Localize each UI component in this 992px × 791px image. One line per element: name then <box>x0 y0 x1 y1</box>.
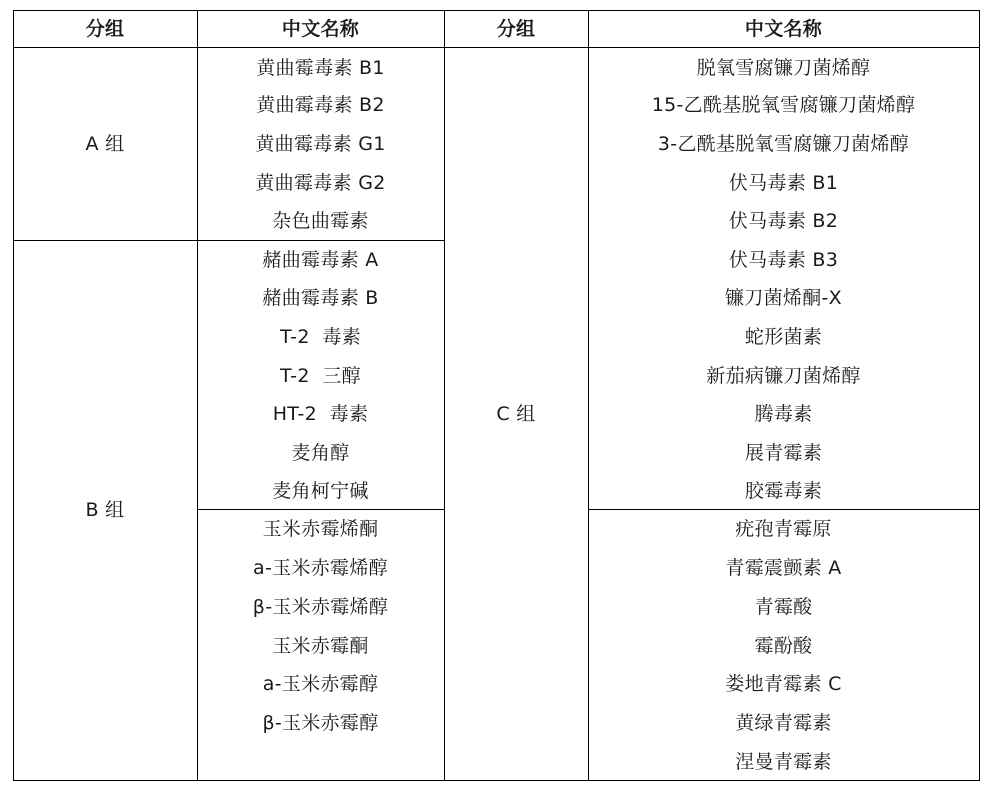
list-item: 娄地青霉素 C <box>725 673 842 695</box>
list-item: β-玉米赤霉烯醇 <box>252 596 389 618</box>
list-item: T-2 毒素 <box>280 326 361 348</box>
list-item: β-玉米赤霉醇 <box>262 712 379 734</box>
list-item: 黄曲霉毒素 B1 <box>256 57 385 79</box>
list-item: 黄曲霉毒素 B2 <box>256 94 385 116</box>
table-right-border <box>979 10 980 781</box>
list-item: 麦角醇 <box>291 442 350 464</box>
list-item: 杂色曲霉素 <box>272 210 369 232</box>
list-item: 黄曲霉毒素 G2 <box>255 172 386 194</box>
list-item: 3-乙酰基脱氧雪腐镰刀菌烯醇 <box>657 133 910 155</box>
list-item: 15-乙酰基脱氧雪腐镰刀菌烯醇 <box>651 94 916 116</box>
group-a-label: A 组 <box>85 133 125 155</box>
list-item: 伏马毒素 B2 <box>728 210 839 232</box>
list-item: 黄曲霉毒素 G1 <box>255 133 386 155</box>
list-item: 赭曲霉毒素 B <box>262 287 379 309</box>
list-item: 展青霉素 <box>744 442 823 464</box>
list-item: 腾毒素 <box>754 403 813 425</box>
list-item: 涅曼青霉素 <box>735 751 832 773</box>
header-group-1: 分组 <box>85 18 125 40</box>
list-item: 脱氧雪腐镰刀菌烯醇 <box>696 57 871 79</box>
list-item: a-玉米赤霉醇 <box>262 673 379 695</box>
group-b-label: B 组 <box>85 499 125 521</box>
list-item: 青霉酸 <box>754 596 813 618</box>
list-item: 麦角柯宁碱 <box>272 480 369 502</box>
list-item: 玉米赤霉酮 <box>272 635 369 657</box>
group-c-label: C 组 <box>496 403 536 425</box>
list-item: T-2 三醇 <box>280 365 361 387</box>
list-item: 玉米赤霉烯酮 <box>262 518 379 540</box>
list-item: 伏马毒素 B1 <box>728 172 839 194</box>
list-item: 伏马毒素 B3 <box>728 249 839 271</box>
list-item: 新茄病镰刀菌烯醇 <box>706 365 861 387</box>
list-item: a-玉米赤霉烯醇 <box>253 557 388 579</box>
list-item: 霉酚酸 <box>754 635 813 657</box>
list-item: HT-2 毒素 <box>272 403 369 425</box>
list-item: 蛇形菌素 <box>744 326 823 348</box>
list-item: 镰刀菌烯酮-X <box>725 287 842 309</box>
list-item: 胶霉毒素 <box>744 480 823 502</box>
header-name-2: 中文名称 <box>744 18 823 40</box>
header-group-2: 分组 <box>496 18 536 40</box>
header-name-1: 中文名称 <box>281 18 360 40</box>
list-item: 黄绿青霉素 <box>735 712 832 734</box>
list-item: 青霉震颤素 A <box>725 557 842 579</box>
list-item: 赭曲霉毒素 A <box>262 249 379 271</box>
list-item: 疣孢青霉原 <box>735 518 832 540</box>
